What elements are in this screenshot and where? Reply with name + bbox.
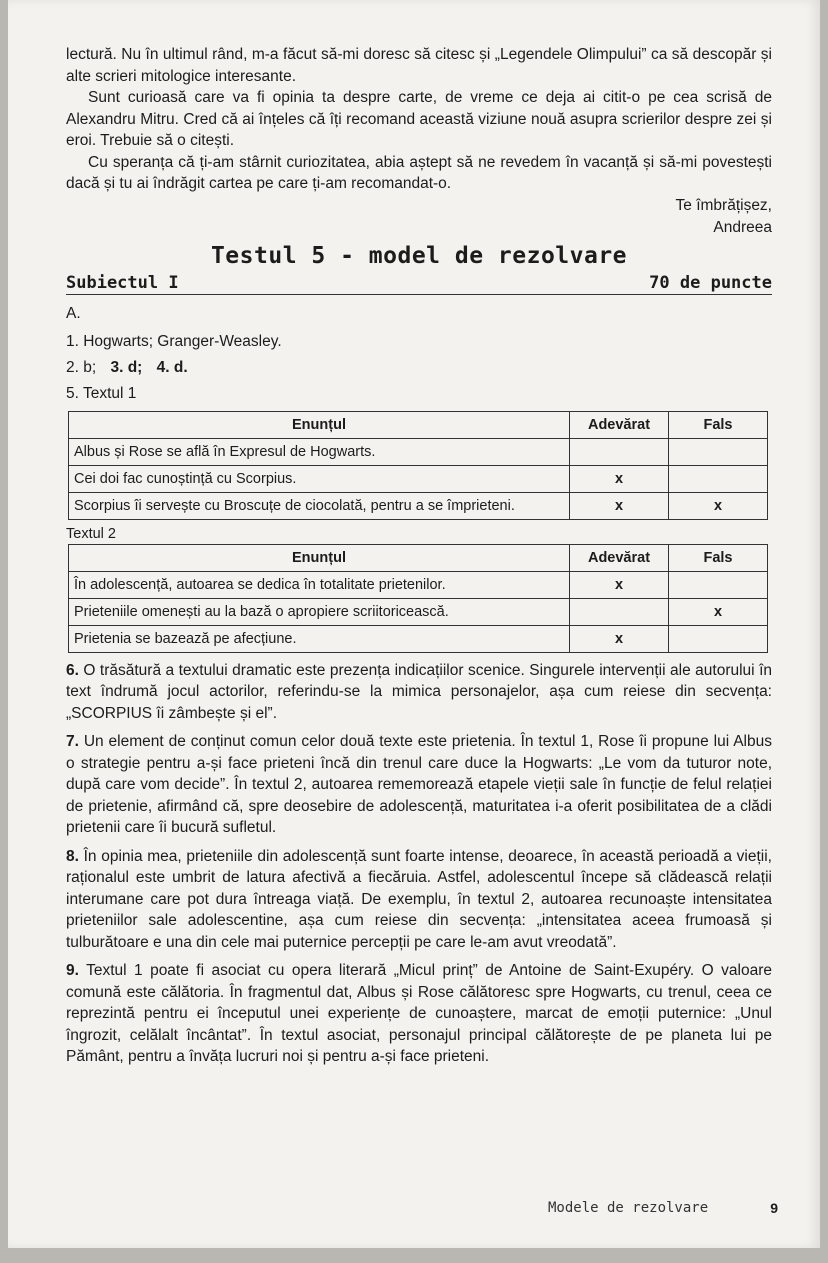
table-header-row	[69, 411, 768, 438]
item-7	[66, 731, 772, 839]
header-fals: Fals	[669, 544, 768, 571]
true-false-table-2	[68, 544, 768, 653]
answer-2: 2. b;	[66, 358, 97, 376]
answers-2-4	[66, 359, 772, 377]
adevarat-cell	[570, 598, 669, 625]
header-enunt: Enunțul	[69, 544, 570, 571]
fals-cell	[669, 465, 768, 492]
test-title: Testul 5 - model de rezolvare	[210, 242, 628, 269]
item-9	[66, 960, 772, 1068]
signature: Andreea	[713, 218, 772, 236]
item-5-label: 5. Textul 1	[66, 384, 137, 402]
page-footer	[548, 1200, 778, 1216]
item-9-text: Textul 1 poate fi asociat cu opera literară „Micul prinț” de Antoine de Saint-Exupéry. O valoare comună este călătoria. În fragmentul dat, Albus și Rose călătoresc spre Hogwarts, cu trenul, ceea ce reprezintă pentru ei începutul unei experiențe de cunoaștere, marcat de emoții puternice: „Unul îngrozit, celălalt încântat”. În textul asociat, personajul principal călătorește de pe planeta lui pe Pământ, pentru a învăța lucruri noi și pentru a-și face prieteni.	[66, 962, 772, 1065]
true-false-table-1	[68, 411, 768, 520]
statement-cell: Scorpius îi servește cu Broscuțe de ciocolată, pentru a se împrieteni.	[69, 492, 570, 519]
intro-paragraph-2: Sunt curioasă care va fi opinia ta despre carte, de vreme ce deja ai citit-o pe cea scrisă de Alexandru Mitru. Cred că ai înțeles că îți recomand această viziune nouă asupra scrierilor despre zei și eroi. Trebuie să o citești.	[66, 89, 772, 149]
table-row	[69, 571, 768, 598]
page-content	[66, 44, 772, 1068]
fals-cell	[669, 571, 768, 598]
fals-cell	[669, 438, 768, 465]
header-fals: Fals	[669, 411, 768, 438]
statement-cell: Prieteniile omenești au la bază o apropiere scriitoricească.	[69, 598, 570, 625]
section-a-label: A.	[66, 304, 81, 322]
table-row	[69, 438, 768, 465]
statement-cell: Albus și Rose se află în Expresul de Hogwarts.	[69, 438, 570, 465]
statement-cell: Cei doi fac cunoștință cu Scorpius.	[69, 465, 570, 492]
item-6-number: 6.	[66, 661, 79, 679]
adevarat-cell: x	[570, 571, 669, 598]
fals-cell: x	[669, 492, 768, 519]
answer-4: 4. d.	[156, 358, 188, 376]
subject-points: 70 de puncte	[649, 272, 772, 293]
item-6-text: O trăsătură a textului dramatic este prezența indicațiilor scenice. Singurele intervenții ale autorului în text îndrumă jocul actorilor, referindu-se la mimica personajelor, așa cum reiese din secvența: „SCORPIUS îi zâmbește și el”.	[66, 661, 772, 722]
item-8-number: 8.	[66, 847, 79, 865]
fals-cell: x	[669, 598, 768, 625]
table-header-row	[69, 544, 768, 571]
item-8-text: În opinia mea, prieteniile din adolescență sunt foarte intense, deoarece, în această perioadă a vieții, raționalul este umbrit de latura afectivă a fiecăruia. Astfel, adolescentul începe să clădească relații interumane care pot dura întreaga viață. De exemplu, în textul 2, autoarea recunoaște intensitatea prieteniilor sale adolescentine, așa cum reiese din secvența: „intensitatea aceea frumoasă și tulburătoare e una din cele mai puternice percepții pe care le-am avut vreodată”.	[66, 847, 772, 951]
subject-label: Subiectul I	[66, 272, 179, 293]
statement-cell: În adolescență, autoarea se dedica în totalitate prietenilor.	[69, 571, 570, 598]
adevarat-cell: x	[570, 625, 669, 652]
adevarat-cell	[570, 438, 669, 465]
table-row	[69, 598, 768, 625]
table-row	[69, 625, 768, 652]
textul-2-label: Textul 2	[66, 525, 116, 542]
header-adevarat: Adevărat	[570, 411, 669, 438]
table-row	[69, 465, 768, 492]
subject-header	[66, 273, 772, 295]
adevarat-cell: x	[570, 465, 669, 492]
header-adevarat: Adevărat	[570, 544, 669, 571]
intro-paragraph-3: Cu speranța că ți-am stârnit curiozitatea, abia aștept să ne revedem în vacanță și să-mi povestești dacă și tu ai îndrăgit cartea pe care ți-am recomandat-o.	[66, 153, 772, 192]
item-8	[66, 846, 772, 954]
answer-3: 3. d;	[110, 358, 143, 376]
item-7-text: Un element de conținut comun celor două texte este prietenia. În textul 1, Rose îi propune lui Albus o strategie pentru a-și face prieteni încă din trenul care duce la Hogwarts: „Le vom da tuturor note, după care vom decide”. În textul 2, autoarea rememorează etapele vieții sale în funcție de felul relației de prietenie, afirmând că, spre deosebire de adolescență, maturitatea i-a oferit posibilitatea de a clădi prietenii care îi bucură sufletul.	[66, 733, 772, 836]
footer-text: Modele de rezolvare	[548, 1200, 709, 1216]
answer-1: 1. Hogwarts; Granger-Weasley.	[66, 332, 282, 350]
item-7-number: 7.	[66, 733, 79, 750]
adevarat-cell: x	[570, 492, 669, 519]
page-number: 9	[770, 1200, 778, 1216]
intro-paragraph-1: lectură. Nu în ultimul rând, m-a făcut să-mi doresc să citesc și „Legendele Olimpului” ca să descopăr și alte scrieri mitologice interesante.	[66, 46, 772, 85]
fals-cell	[669, 625, 768, 652]
item-6	[66, 660, 772, 725]
closing-line: Te îmbrățișez,	[675, 196, 772, 214]
table-row	[69, 492, 768, 519]
header-enunt: Enunțul	[69, 411, 570, 438]
item-9-number: 9.	[66, 962, 79, 979]
statement-cell: Prietenia se bazează pe afecțiune.	[69, 625, 570, 652]
book-page	[8, 0, 820, 1248]
